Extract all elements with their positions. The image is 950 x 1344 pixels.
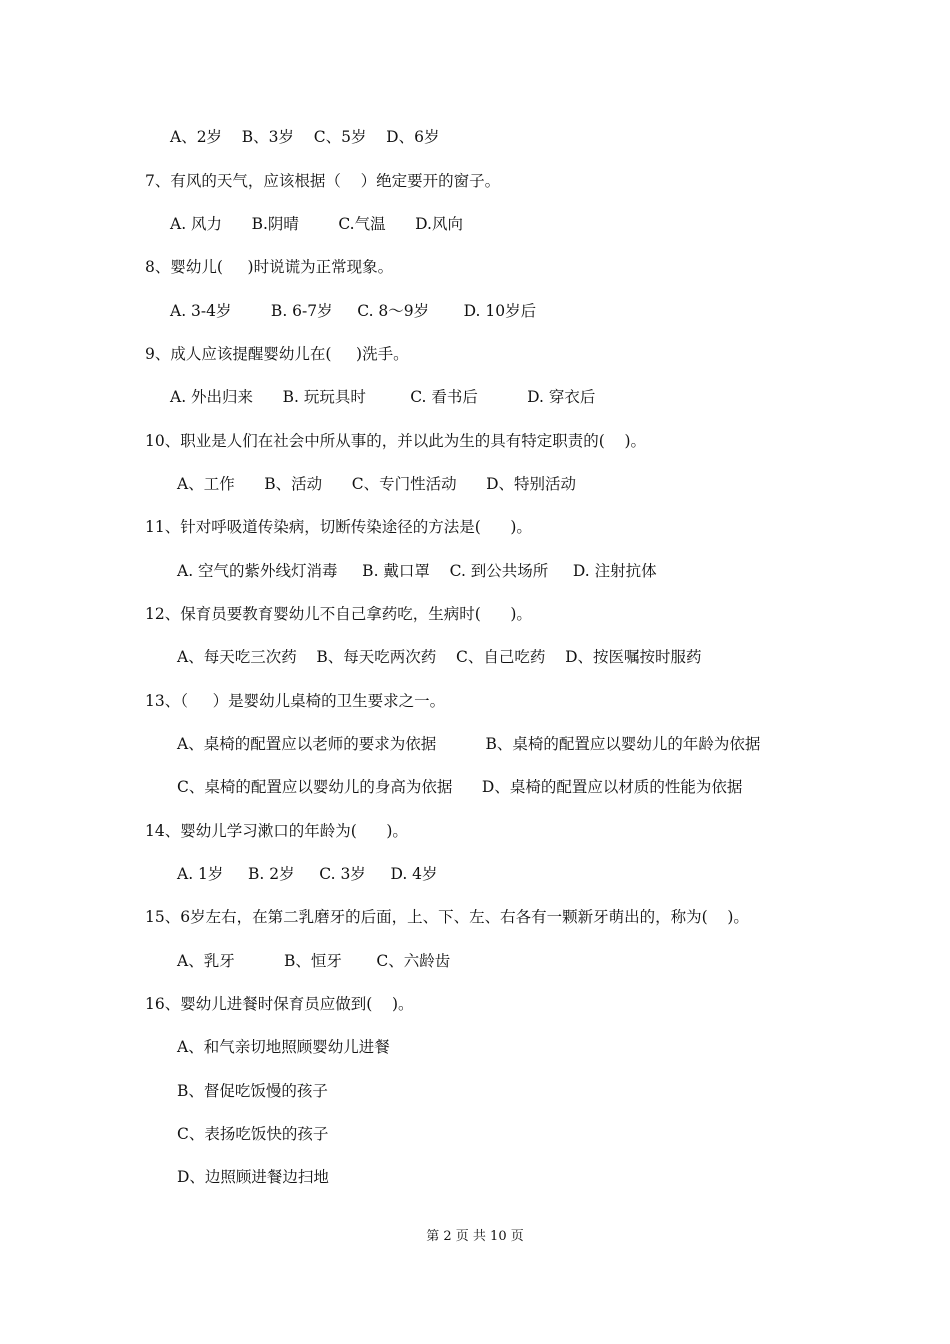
question-11: 11、针对呼吸道传染病，切断传染途径的方法是( )。	[145, 518, 532, 536]
question-9: 9、成人应该提醒婴幼儿在( )洗手。	[145, 345, 409, 363]
q16-option-c: C、表扬吃饭快的孩子	[177, 1125, 329, 1143]
question-8: 8、婴幼儿( )时说谎为正常现象。	[145, 258, 394, 276]
q15-options: A、乳牙 B、恒牙 C、六龄齿	[177, 952, 451, 970]
question-12: 12、保育员要教育婴幼儿不自己拿药吃，生病时( )。	[145, 605, 532, 623]
q13-options-ab: A、桌椅的配置应以老师的要求为依据 B、桌椅的配置应以婴幼儿的年龄为依据	[177, 735, 761, 753]
q16-option-a: A、和气亲切地照顾婴幼儿进餐	[177, 1038, 390, 1056]
q14-options: A. 1岁 B. 2岁 C. 3岁 D. 4岁	[177, 865, 438, 883]
q9-options: A. 外出归来 B. 玩玩具时 C. 看书后 D. 穿衣后	[170, 388, 596, 406]
q16-option-b: B、督促吃饭慢的孩子	[177, 1082, 328, 1100]
q6-options: A、2岁 B、3岁 C、5岁 D、6岁	[170, 128, 440, 146]
q7-options: A. 风力 B.阴晴 C.气温 D.风向	[170, 215, 463, 233]
q13-options-cd: C、桌椅的配置应以婴幼儿的身高为依据 D、桌椅的配置应以材质的性能为依据	[177, 778, 743, 796]
question-15: 15、6岁左右，在第二乳磨牙的后面，上、下、左、右各有一颗新牙萌出的，称为( )。	[145, 908, 749, 926]
page-footer: 第 2 页 共 10 页	[426, 1229, 524, 1244]
question-13: 13、（ ）是婴幼儿桌椅的卫生要求之一。	[145, 692, 446, 710]
q12-options: A、每天吃三次药 B、每天吃两次药 C、自己吃药 D、按医嘱按时服药	[177, 648, 702, 666]
question-16: 16、婴幼儿进餐时保育员应做到( )。	[145, 995, 414, 1013]
q11-options: A. 空气的紫外线灯消毒 B. 戴口罩 C. 到公共场所 D. 注射抗体	[177, 562, 657, 580]
question-14: 14、婴幼儿学习漱口的年龄为( )。	[145, 822, 408, 840]
q10-options: A、工作 B、活动 C、专门性活动 D、特别活动	[177, 475, 577, 493]
q16-option-d: D、边照顾进餐边扫地	[177, 1168, 329, 1186]
question-10: 10、职业是人们在社会中所从事的，并以此为生的具有特定职责的( )。	[145, 432, 647, 450]
q8-options: A. 3-4岁 B. 6-7岁 C. 8～9岁 D. 10岁后	[170, 302, 537, 320]
question-7: 7、有风的天气，应该根据（ ）绝定要开的窗子。	[145, 172, 501, 190]
